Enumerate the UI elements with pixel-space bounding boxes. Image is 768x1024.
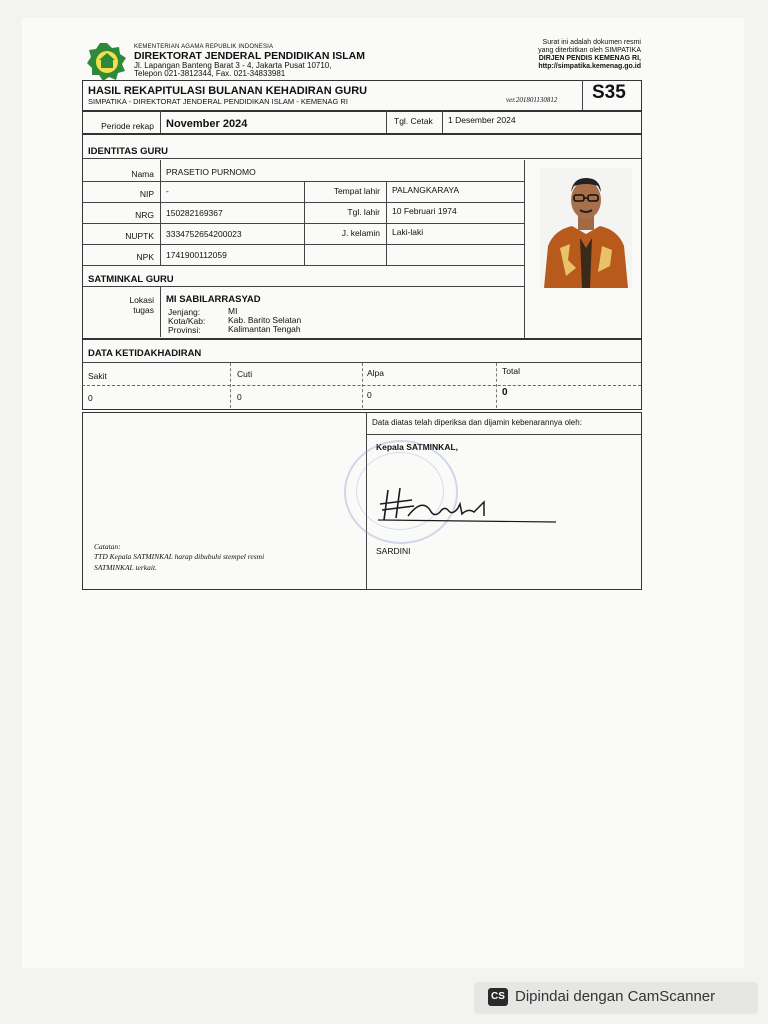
row-rule-4 bbox=[82, 244, 524, 245]
ministry-name: KEMENTERIAN AGAMA REPUBLIK INDONESIA bbox=[134, 44, 274, 50]
npk-label: NPK bbox=[136, 252, 154, 262]
period-divider-3 bbox=[442, 110, 443, 134]
absence-header-sakit: Sakit bbox=[88, 371, 107, 381]
nrg-label: NRG bbox=[135, 210, 154, 220]
report-subtitle: SIMPATIKA - DIREKTORAT JENDERAL PENDIDIKAN ISLAM - KEMENAG RI bbox=[88, 97, 348, 106]
address: Jl. Lapangan Banteng Barat 3 - 4, Jakarta Pusat 10710, bbox=[134, 61, 332, 70]
teacher-photo bbox=[540, 168, 632, 288]
nrg-value: 150282169367 bbox=[166, 208, 223, 218]
absence-col-3 bbox=[496, 363, 497, 408]
name-value: PRASETIO PURNOMO bbox=[166, 167, 256, 177]
head-name: SARDINI bbox=[376, 546, 411, 556]
npk-value: 1741900112059 bbox=[166, 250, 227, 260]
camscanner-text: Dipindai dengan CamScanner bbox=[515, 988, 716, 1005]
absence-header-total: Total bbox=[502, 366, 520, 376]
directorate-name: DIREKTORAT JENDERAL PENDIDIKAN ISLAM bbox=[134, 50, 366, 62]
period-divider-1 bbox=[160, 110, 161, 134]
absence-col-1 bbox=[230, 363, 231, 408]
identity-title-rule bbox=[82, 158, 641, 159]
kota-label: Kota/Kab: bbox=[168, 316, 206, 326]
name-label: Nama bbox=[131, 169, 154, 179]
version: ver.201801130812 bbox=[506, 96, 558, 104]
kemenag-logo-icon bbox=[86, 42, 128, 82]
absence-value-sakit: 0 bbox=[88, 393, 93, 403]
absence-header-cuti: Cuti bbox=[237, 369, 253, 379]
satminkal-title-rule bbox=[82, 286, 524, 287]
official-note-line1: Surat ini adalah dokumen resmi bbox=[542, 39, 641, 46]
head-signature bbox=[378, 482, 560, 531]
dob-value: 10 Februari 1974 bbox=[392, 206, 457, 216]
period-divider-2 bbox=[386, 110, 387, 134]
satminkal-top-rule bbox=[82, 265, 524, 266]
verified-rule bbox=[366, 434, 641, 435]
head-title: Kepala SATMINKAL, bbox=[376, 442, 459, 452]
tugas-label: tugas bbox=[133, 305, 154, 315]
nuptk-value: 3334752654200023 bbox=[166, 229, 242, 239]
satminkal-section-title: SATMINKAL GURU bbox=[88, 274, 174, 285]
identity-section-title: IDENTITAS GURU bbox=[88, 146, 169, 157]
absence-header-alpa: Alpa bbox=[367, 368, 385, 378]
verified-text: Data diatas telah diperiksa dan dijamin kebenarannya oleh: bbox=[372, 418, 582, 427]
photo-divider bbox=[524, 160, 525, 338]
prov-value: Kalimantan Tengah bbox=[228, 324, 301, 334]
absence-section-title: DATA KETIDAKHADIRAN bbox=[88, 348, 202, 359]
print-date-value: 1 Desember 2024 bbox=[448, 115, 516, 125]
nip-value: - bbox=[166, 186, 169, 196]
identity-col-1 bbox=[160, 160, 161, 266]
prov-label: Provinsi: bbox=[168, 325, 201, 335]
satminkal-col bbox=[160, 287, 161, 337]
gender-label: J. kelamin bbox=[341, 228, 380, 238]
row-rule-1 bbox=[82, 181, 524, 182]
absence-value-cuti: 0 bbox=[237, 392, 242, 402]
nip-label: NIP bbox=[139, 189, 154, 199]
absence-col-2 bbox=[362, 363, 363, 408]
period-value: November 2024 bbox=[166, 118, 248, 130]
note-line2: SATMINKAL terkait. bbox=[94, 563, 157, 572]
camscanner-logo-icon: CS bbox=[488, 988, 508, 1006]
gender-value: Laki-laki bbox=[392, 227, 424, 237]
lokasi-label: Lokasi bbox=[129, 295, 154, 305]
code-divider bbox=[582, 80, 583, 111]
jenjang-value: MI bbox=[228, 306, 238, 316]
row-rule-2 bbox=[82, 202, 524, 203]
official-note-line2: yang diterbitkan oleh SIMPATIKA bbox=[538, 47, 641, 54]
official-note-line3: DIRJEN PENDIS KEMENAG RI, bbox=[538, 55, 641, 62]
pob-label: Tempat lahir bbox=[333, 186, 380, 196]
absence-value-total: 0 bbox=[502, 387, 508, 398]
kota-value: Kab. Barito Selatan bbox=[228, 315, 302, 325]
phone: Telepon 021-3812344, Fax. 021-34833981 bbox=[134, 69, 286, 78]
absence-value-alpa: 0 bbox=[367, 390, 372, 400]
school-name: MI SABILARRASYAD bbox=[166, 294, 261, 305]
jenjang-label: Jenjang: bbox=[168, 307, 201, 317]
form-code: S35 bbox=[592, 82, 626, 103]
nuptk-label: NUPTK bbox=[125, 231, 154, 241]
print-date-label: Tgl. Cetak bbox=[394, 116, 433, 126]
official-note-line4: http://simpatika.kemenag.go.id bbox=[538, 63, 641, 70]
note-line1: TTD Kepala SATMINKAL harap dibubuhi stempel resmi bbox=[94, 552, 265, 561]
dob-label: Tgl. lahir bbox=[347, 207, 380, 217]
pob-value: PALANGKARAYA bbox=[392, 185, 460, 195]
period-label: Periode rekap bbox=[101, 121, 154, 131]
report-title: HASIL REKAPITULASI BULANAN KEHADIRAN GURU bbox=[88, 85, 368, 97]
row-rule-3 bbox=[82, 223, 524, 224]
note-title: Catatan: bbox=[94, 542, 121, 551]
